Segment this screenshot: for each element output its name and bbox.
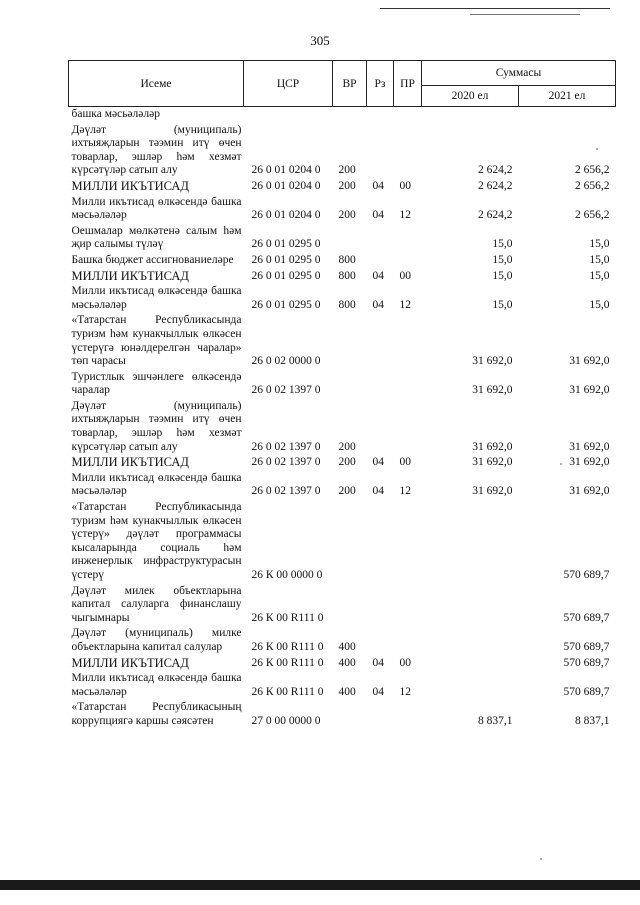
row-csr-code: 26 0 01 0295 0 <box>251 298 321 311</box>
row-name: Дәүләт (муниципаль) ихтыяҗларын тәэмин итү өчен товарлар, эшләр һәм хезмәт күрсәтүләр сатып алу <box>71 399 242 453</box>
row-sum-2020: 2 624,2 <box>478 209 513 222</box>
top-rule <box>380 8 610 9</box>
row-rz <box>367 370 394 399</box>
row-pr: 00 <box>399 656 411 669</box>
row-rz: 04 <box>372 179 384 192</box>
table-row <box>69 500 616 584</box>
header-vr: ВР <box>333 61 367 107</box>
row-rz: 04 <box>372 656 384 669</box>
row-sum-2020: 31 692,0 <box>472 440 513 453</box>
row-sum-2020: 31 692,0 <box>472 355 513 368</box>
bottom-scan-edge <box>0 880 640 890</box>
row-vr: 200 <box>338 209 356 222</box>
row-csr-code: 26 0 01 0204 0 <box>251 209 321 222</box>
table-row <box>69 626 616 655</box>
row-name: башка мәсьәләләр <box>71 108 160 120</box>
header-year-2020: 2020 ел <box>422 86 519 107</box>
header-year-2021: 2021 ел <box>519 86 616 107</box>
row-vr: 200 <box>338 164 356 177</box>
scan-speck <box>596 148 598 150</box>
row-sum-2020 <box>422 656 519 672</box>
row-csr-code: 26 0 02 1397 0 <box>251 456 321 469</box>
row-sum-2021: 2 656,2 <box>575 209 610 222</box>
row-sum-2021: 31 692,0 <box>569 440 610 453</box>
row-sum-2021: 2 656,2 <box>575 164 610 177</box>
row-sum-2021: 570 689,7 <box>563 569 610 581</box>
row-sum-2021: 8 837,1 <box>575 714 610 727</box>
row-pr <box>394 500 422 584</box>
row-csr-code: 26 0 01 0204 0 <box>251 179 321 192</box>
row-vr: 400 <box>338 685 356 698</box>
row-rz <box>367 500 394 584</box>
row-pr <box>394 626 422 655</box>
row-pr: 00 <box>399 179 411 192</box>
row-name: Дәүләт (муниципаль) ихтыяҗларын тәэмин итү өчен товарлар, эшләр һәм хезмәт күрсәтүләр сатып алу <box>71 123 242 177</box>
row-vr: 200 <box>338 485 356 498</box>
row-name: «Татарстан Республикасында туризм һәм кунакчыллык өлкәсен үстерүгә юнәлдерелгән чаралар» төп чарасы <box>71 314 242 368</box>
row-vr: 400 <box>338 656 356 669</box>
row-csr-code: 26 К 00 R111 0 <box>251 685 324 698</box>
row-csr-code: 27 0 00 0000 0 <box>251 714 321 727</box>
row-rz <box>367 626 394 655</box>
row-sum-2020 <box>422 584 519 627</box>
row-rz: 04 <box>372 456 384 469</box>
row-vr <box>333 370 367 399</box>
budget-table-container <box>68 60 615 730</box>
row-sum-2020: 15,0 <box>492 238 513 251</box>
row-sum-2020: 15,0 <box>492 269 513 282</box>
row-sum-2020: 31 692,0 <box>472 384 513 397</box>
row-vr: 800 <box>338 298 356 311</box>
header-rz: Рз <box>367 61 394 107</box>
row-name: Милли икътисад өлкәсендә башка мәсьәләләр <box>71 285 242 311</box>
row-rz: 04 <box>372 209 384 222</box>
row-sum-2021: 570 689,7 <box>563 640 610 653</box>
row-pr: 12 <box>399 685 411 698</box>
table-row <box>69 224 616 253</box>
row-name: Оешмалар мөлкәтенә салым һәм җир салымы түләү <box>71 224 242 251</box>
row-name: «Татарстан Республикасында туризм һәм кунакчыллык өлкәсен үстерү» дәүләт программасы кысаларында социаль һәм инженерлык инфраструктурасын үстерү <box>71 501 242 581</box>
row-sum-2021: 2 656,2 <box>575 179 610 192</box>
row-sum-2021: 570 689,7 <box>563 611 610 624</box>
row-sum-2021: 15,0 <box>589 269 610 282</box>
row-sum-2021: 15,0 <box>589 253 610 266</box>
row-name: МИЛЛИ ИКЪТИСАД <box>71 268 189 283</box>
header-name: Исеме <box>69 61 244 107</box>
row-sum-2021: 31 692,0 <box>569 384 610 397</box>
row-rz: 04 <box>372 269 384 282</box>
row-pr <box>394 107 422 123</box>
table-row <box>69 455 616 471</box>
row-pr <box>394 399 422 455</box>
table-row <box>69 195 616 224</box>
row-sum-2020 <box>422 671 519 700</box>
row-rz <box>367 107 394 123</box>
header-sums: Суммасы <box>422 61 616 86</box>
page-number: 305 <box>310 33 330 48</box>
row-pr <box>394 224 422 253</box>
table-row <box>69 253 616 269</box>
row-vr: 200 <box>338 179 356 192</box>
row-rz <box>367 584 394 627</box>
table-row <box>69 107 616 123</box>
row-pr <box>394 584 422 627</box>
row-sum-2021: 31 692,0 <box>569 485 610 498</box>
row-name: Туристлык эшчәнлеге өлкәсендә чаралар <box>71 370 242 397</box>
row-rz <box>367 700 394 729</box>
row-name: Милли икътисад өлкәсендә башка мәсьәләләр <box>71 471 242 498</box>
row-vr: 400 <box>338 640 356 653</box>
row-pr: 00 <box>399 456 411 469</box>
row-pr: 12 <box>399 485 411 498</box>
row-csr-code: 26 К 00 R111 0 <box>251 656 324 669</box>
row-csr-code: 26 К 00 R111 0 <box>251 640 324 653</box>
top-rule-secondary <box>470 14 580 15</box>
table-header <box>69 61 616 107</box>
row-csr-code: 26 0 02 1397 0 <box>251 485 321 498</box>
scan-speck <box>540 858 542 860</box>
row-csr-code: 26 0 01 0295 0 <box>251 238 321 251</box>
row-csr-code <box>244 107 333 123</box>
row-sum-2020: 8 837,1 <box>478 714 513 727</box>
row-csr-code: 26 0 02 1397 0 <box>251 440 321 453</box>
header-csr: ЦСР <box>244 61 333 107</box>
row-rz: 04 <box>372 685 384 698</box>
table-row <box>69 671 616 700</box>
row-vr: 200 <box>338 440 356 453</box>
row-vr <box>333 584 367 627</box>
row-rz <box>367 313 394 369</box>
row-sum-2021: 570 689,7 <box>563 656 610 669</box>
row-vr <box>333 700 367 729</box>
row-name: МИЛЛИ ИКЪТИСАД <box>71 655 189 670</box>
row-pr <box>394 123 422 179</box>
row-rz: 04 <box>372 485 384 498</box>
row-name: «Татарстан Республикасының коррупциягә каршы сәясәтен <box>71 701 242 727</box>
row-pr <box>394 313 422 369</box>
table-row <box>69 471 616 500</box>
row-sum-2020: 2 624,2 <box>478 179 513 192</box>
row-rz <box>367 224 394 253</box>
row-csr-code: 26 0 02 1397 0 <box>251 384 321 397</box>
table-row <box>69 656 616 672</box>
row-name: МИЛЛИ ИКЪТИСАД <box>71 178 189 193</box>
table-row <box>69 700 616 729</box>
row-rz <box>367 253 394 269</box>
row-csr-code: 26 0 02 0000 0 <box>251 355 321 368</box>
table-row <box>69 584 616 627</box>
row-vr <box>333 107 367 123</box>
row-pr: 12 <box>399 209 411 222</box>
row-name: Башка бюджет ассигнованиеләре <box>71 253 234 266</box>
table-body <box>69 107 616 730</box>
table-row <box>69 370 616 399</box>
row-name: Дәүләт милек объектларына капитал салуларга финанслашу чыгымнары <box>71 584 242 624</box>
row-name: Милли икътисад өлкәсендә башка мәсьәләләр <box>71 672 242 698</box>
table-row <box>69 269 616 285</box>
row-csr-code: 26 К 00 R111 0 <box>251 611 324 624</box>
row-rz <box>367 399 394 455</box>
row-sum-2021 <box>519 107 616 123</box>
row-vr: 200 <box>338 456 356 469</box>
row-vr: 800 <box>338 269 356 282</box>
table-row <box>69 123 616 179</box>
row-sum-2020: 15,0 <box>492 298 513 311</box>
row-pr: 12 <box>399 298 411 311</box>
row-sum-2021: 31 692,0 <box>569 355 610 368</box>
row-vr: 800 <box>338 253 356 266</box>
row-name: МИЛЛИ ИКЪТИСАД <box>71 455 189 470</box>
row-vr <box>333 313 367 369</box>
row-sum-2020 <box>422 626 519 655</box>
row-csr-code: 26 0 01 0204 0 <box>251 164 321 177</box>
table-row <box>69 179 616 195</box>
row-sum-2020: 31 692,0 <box>472 485 513 498</box>
scan-speck <box>560 463 562 465</box>
row-sum-2020 <box>422 500 519 584</box>
table-row <box>69 284 616 313</box>
row-name: Милли икътисад өлкәсендә башка мәсьәләләр <box>71 195 242 222</box>
row-csr-code: 26 К 00 0000 0 <box>251 569 323 581</box>
row-sum-2021: 31 692,0 <box>569 456 610 469</box>
row-sum-2020 <box>422 107 519 123</box>
row-vr <box>333 500 367 584</box>
row-pr: 00 <box>399 269 411 282</box>
row-rz: 04 <box>372 298 384 311</box>
table-row <box>69 399 616 455</box>
table-row <box>69 313 616 369</box>
row-sum-2020: 31 692,0 <box>472 456 513 469</box>
row-name: Дәүләт (муниципаль) милке объектларына капитал салулар <box>71 627 242 653</box>
row-sum-2020: 2 624,2 <box>478 164 513 177</box>
row-rz <box>367 123 394 179</box>
row-vr <box>333 224 367 253</box>
row-csr-code: 26 0 01 0295 0 <box>251 269 321 282</box>
budget-table <box>68 60 616 730</box>
row-pr <box>394 370 422 399</box>
row-sum-2021: 15,0 <box>589 238 610 251</box>
row-pr <box>394 253 422 269</box>
row-sum-2021: 570 689,7 <box>563 685 610 698</box>
header-pr: ПР <box>394 61 422 107</box>
row-sum-2020: 15,0 <box>492 253 513 266</box>
row-pr <box>394 700 422 729</box>
row-sum-2021: 15,0 <box>589 298 610 311</box>
row-csr-code: 26 0 01 0295 0 <box>251 253 321 266</box>
